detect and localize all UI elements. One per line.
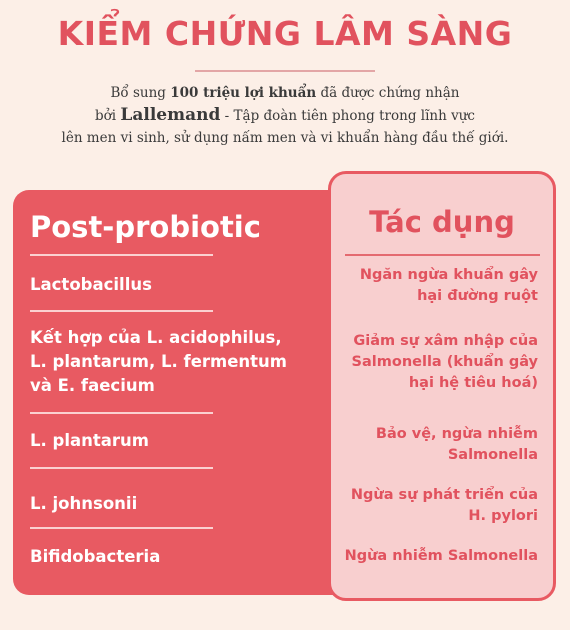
left-divider [30,467,213,469]
probiotic-item: Bifidobacteria [30,547,161,566]
left-divider [30,254,213,256]
effect-item: Ngăn ngừa khuẩn gây hại đường ruột [359,267,538,304]
intro-text-4: - Tập đoàn tiên phong trong lĩnh vực [220,108,475,124]
intro-line-3: lên men vi sinh, sử dụng nấm men và vi khuẩn hàng đầu thế giới. [61,130,509,146]
intro-text-1: Bổ sung [110,85,171,101]
brand-name: Lallemand [120,105,221,125]
intro-text-2: đã được chứng nhận [316,85,460,101]
intro-highlight: 100 triệu lợi khuẩn [170,85,317,101]
left-divider [30,527,213,529]
effects-heading: Tác dụng [369,205,515,239]
title-divider [195,70,375,72]
probiotic-item: L. johnsonii [30,494,138,513]
effect-item: Ngừa nhiễm Salmonella [344,548,538,564]
probiotic-item: Kết hợp của L. acidophilus, L. plantarum, L. fermentum và E. faecium [30,328,287,395]
effect-item: Giảm sự xâm nhập của Salmonella (khuẩn gây hại hệ tiêu hoá) [351,333,538,391]
post-probiotic-heading: Post-probiotic [30,210,261,244]
probiotic-item: Lactobacillus [30,275,152,294]
page-title: KIỂM CHỨNG LÂM SÀNG [57,14,513,53]
intro-line-2 [20,104,550,127]
effect-item: Ngừa sự phát triển của H. pylori [350,487,538,524]
intro-text-3: bởi [95,108,121,124]
right-divider [345,254,540,256]
effect-item: Bảo vệ, ngừa nhiễm Salmonella [375,426,538,463]
left-divider [30,310,213,312]
intro-line-1 [20,82,550,104]
left-divider [30,412,213,414]
intro-text [20,82,550,149]
probiotic-item: L. plantarum [30,431,149,450]
